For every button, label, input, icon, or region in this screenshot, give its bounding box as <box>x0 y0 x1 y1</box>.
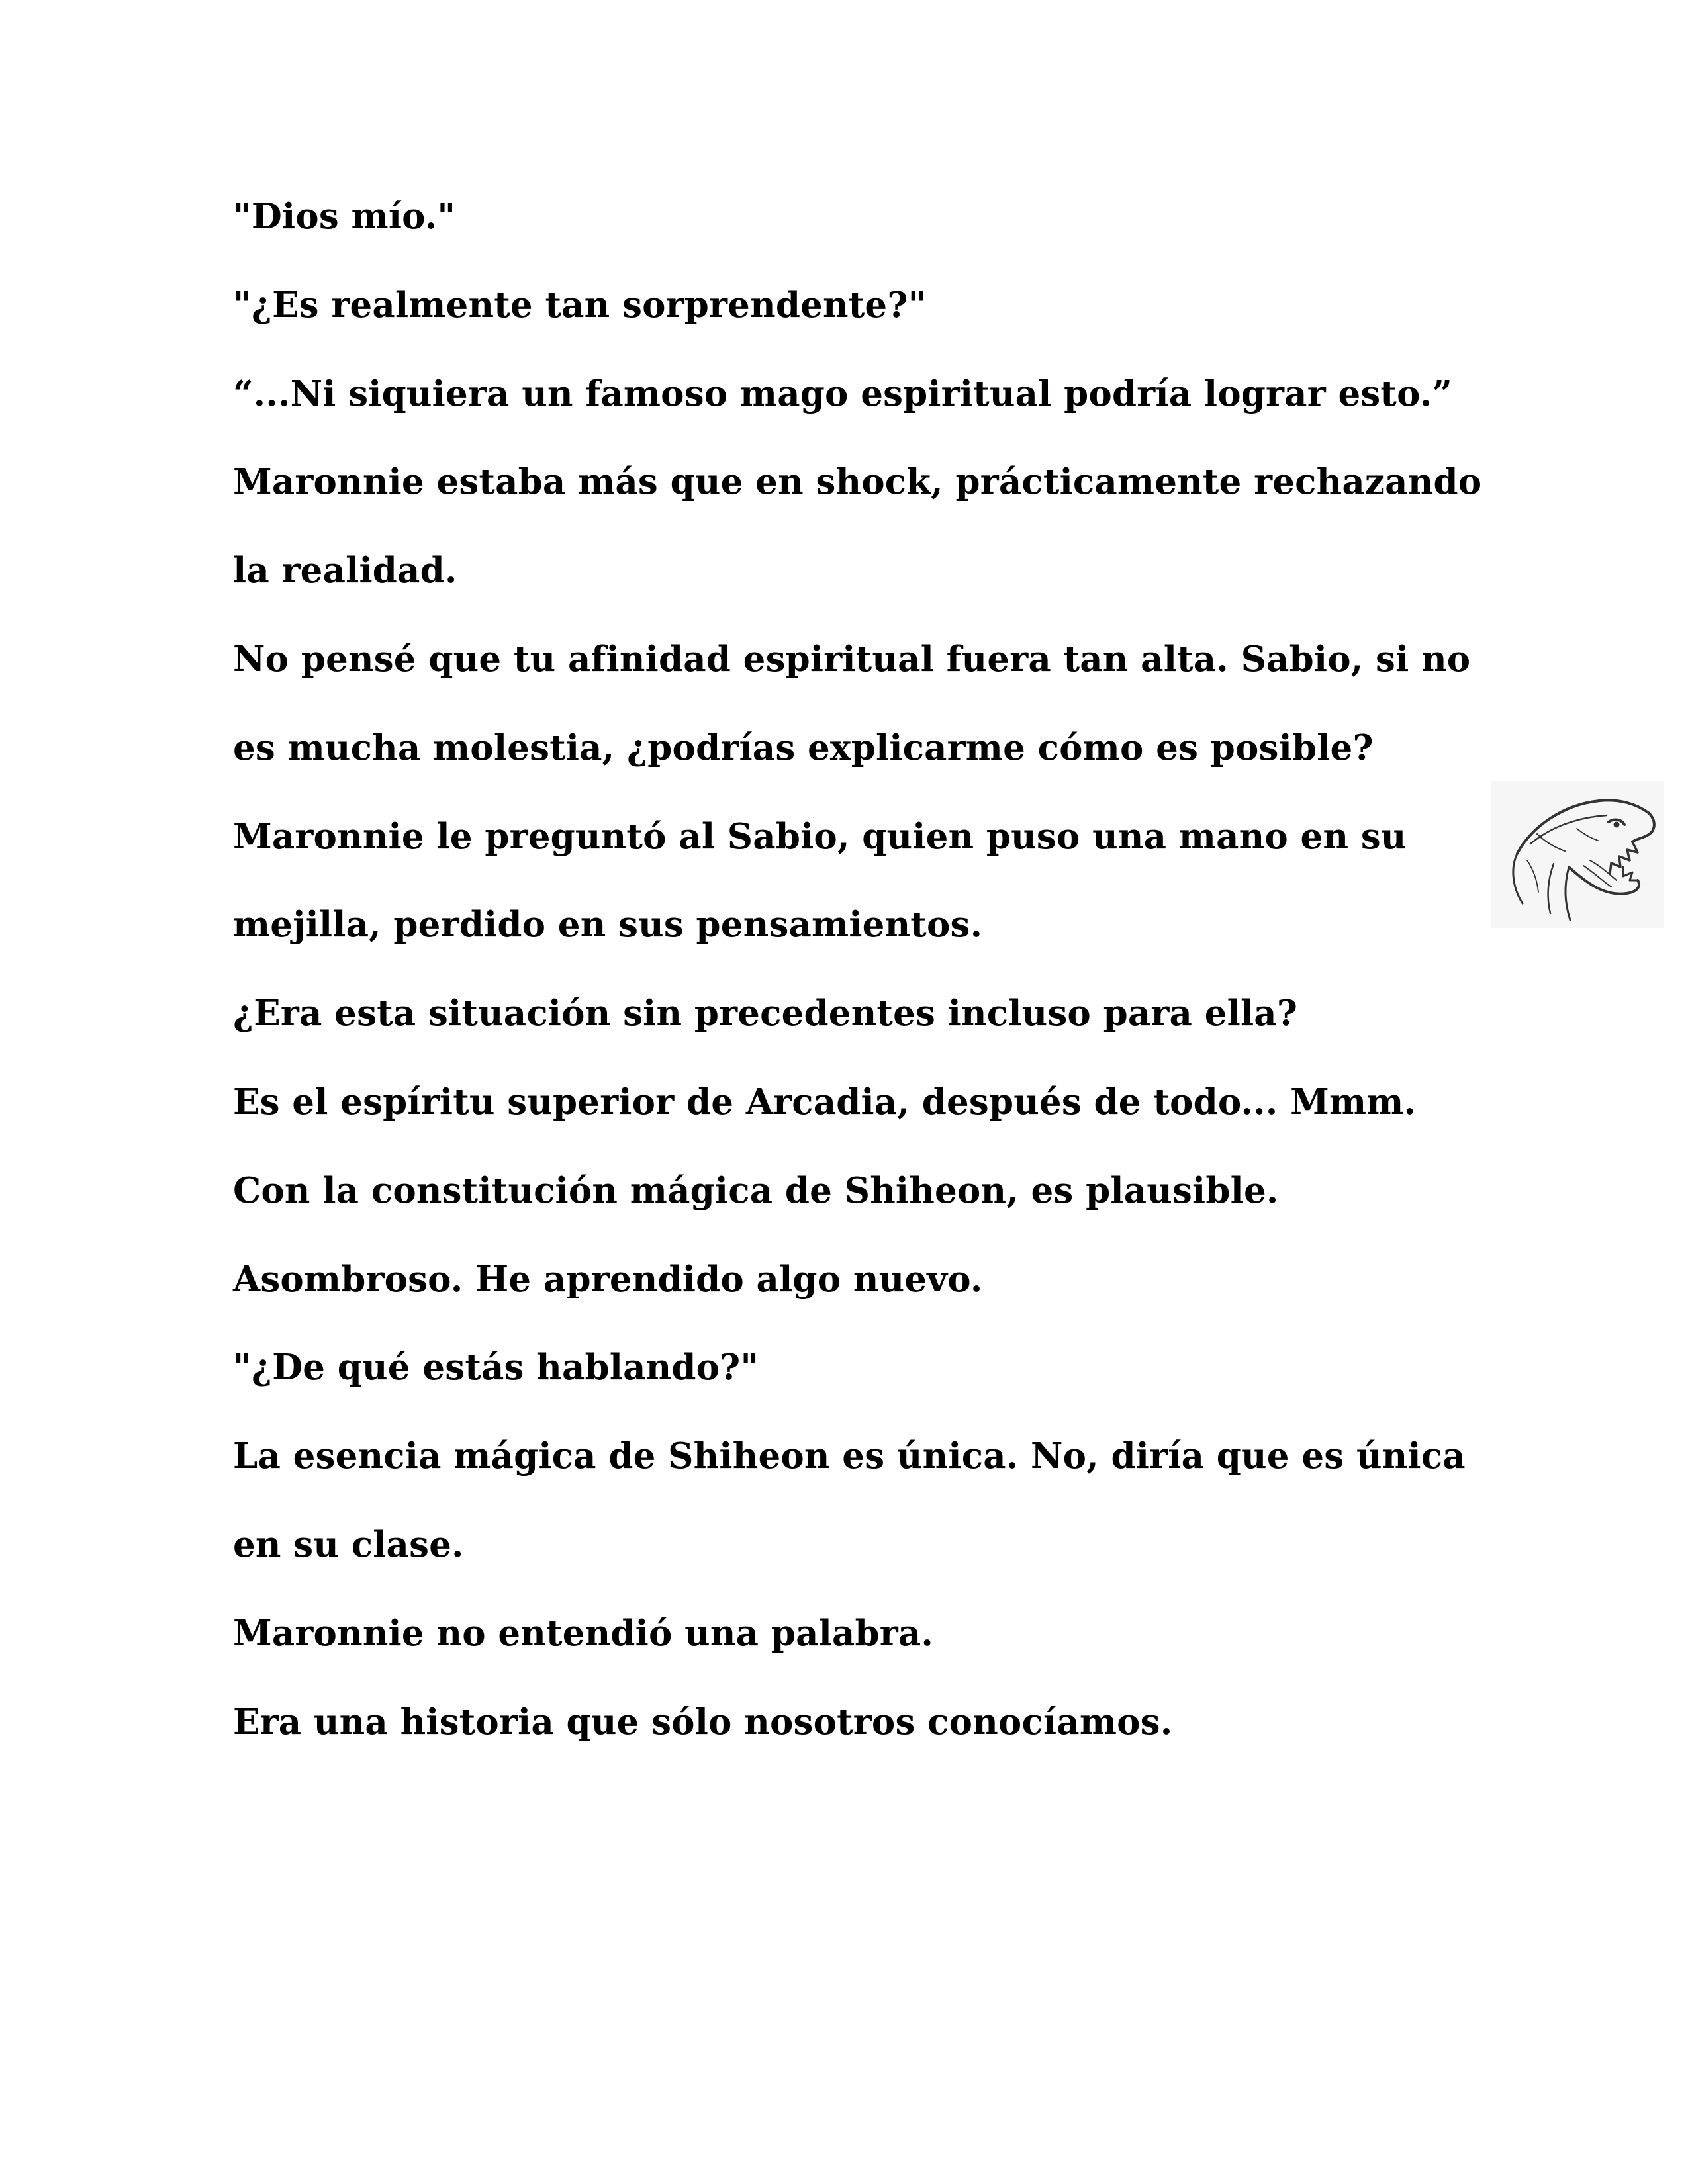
paragraph-line: “...Ni siquiera un famoso mago espiritual podría lograr esto.” <box>233 373 1453 414</box>
story-text <box>233 193 1482 1787</box>
paragraph-line: "¿Es realmente tan sorprendente?" <box>233 284 927 326</box>
paragraph-line: La esencia mágica de Shiheon es única. No, diría que es única <box>233 1435 1466 1477</box>
paragraph-line: Con la constitución mágica de Shiheon, es plausible. <box>233 1169 1279 1211</box>
dinosaur-head-sketch-icon <box>1491 781 1664 928</box>
paragraph-line: Asombroso. He aprendido algo nuevo. <box>233 1258 983 1300</box>
paragraph-line: "Dios mío." <box>233 196 456 237</box>
paragraph-line: Maronnie no entendió una palabra. <box>233 1612 934 1654</box>
paragraph-line: la realidad. <box>233 550 457 592</box>
paragraph-line: Es el espíritu superior de Arcadia, después de todo... Mmm. <box>233 1081 1417 1122</box>
paragraph-line: es mucha molestia, ¿podrías explicarme cómo es posible? <box>233 727 1374 768</box>
paragraph-line: "¿De qué estás hablando?" <box>233 1347 759 1388</box>
paragraph-line: en su clase. <box>233 1524 464 1565</box>
paragraph-line: No pensé que tu afinidad espiritual fuera tan alta. Sabio, si no <box>233 638 1471 680</box>
paragraph-line: ¿Era esta situación sin precedentes incluso para ella? <box>233 993 1298 1034</box>
paragraph-line: Maronnie le preguntó al Sabio, quien puso una mano en su <box>233 815 1407 857</box>
paragraph-line: mejilla, perdido en sus pensamientos. <box>233 904 983 946</box>
paragraph-line: Maronnie estaba más que en shock, prácticamente rechazando <box>233 461 1482 503</box>
paragraph-line: Era una historia que sólo nosotros conocíamos. <box>233 1701 1173 1743</box>
